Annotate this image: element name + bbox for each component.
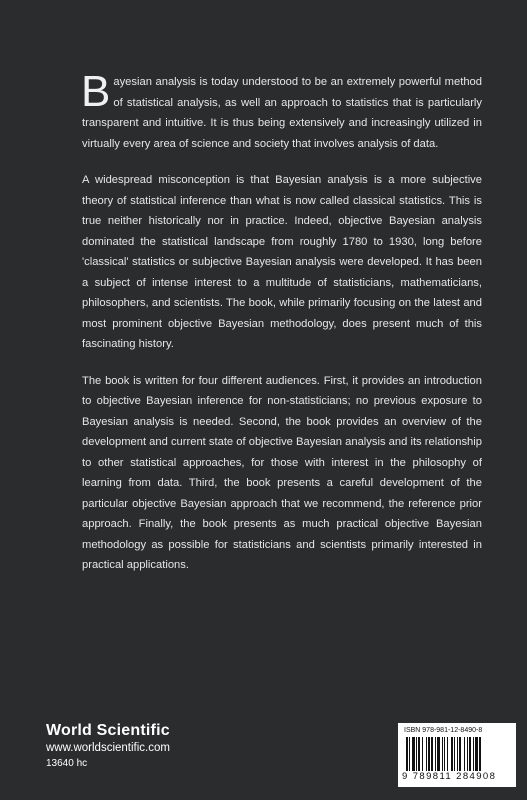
blurb-paragraph-3: The book is written for four different audiences. First, it provides an introduction to objective Bayesian inference for non-statisticians; no previous exposure to Bayesian analysis is needed. Second, the book provides an overview of the development and current state of objective Bayesian analysis and its relationship to other statistical approaches, for those with interest in the philosophy of learning from data. Third, the book presents a careful development of the particular objective Bayesian approach that we recommend, the reference prior approach. Finally, the book presents as much practical objective Bayesian methodology as possible for statisticians and scientists primarily interested in practical applications.	[82, 374, 482, 571]
publisher-block	[46, 721, 170, 771]
barcode-label	[398, 723, 516, 787]
blurb-text	[81, 67, 482, 592]
publisher-name: World Scientific	[46, 722, 170, 739]
drop-cap: B	[81, 67, 111, 116]
barcode-digits: 9 789811 284908	[402, 771, 497, 782]
blurb-paragraph-2: A widespread misconception is that Bayesian analysis is a more subjective theory of statistical inference than what is now called classical statistics. This is true neither historically nor in practice. Indeed, objective Bayesian analysis dominated the statistical landscape from roughly 1780 to 1930, long before 'classical' statistics or subjective Bayesian analysis were developed. It has been a subject of intense interest to a multitude of statisticians, mathematicians, philosophers, and scientists. The book, while primarily focusing on the latest and most prominent objective Bayesian methodology, does present much of this fascinating history.	[82, 174, 482, 350]
blurb-paragraph-1-text: ayesian analysis is today understood to be an extremely powerful method of statistical analysis, as well an approach to statistics that is particularly transparent and intuitive. It is thus being extensively and increasingly utilized in virtually every area of science and society that involves analysis of data.	[82, 76, 482, 150]
isbn-text: ISBN 978-981-12-8490-8	[404, 727, 483, 734]
barcode-bars	[406, 737, 508, 771]
product-code: 13640 hc	[46, 758, 88, 769]
blurb-paragraph-1	[81, 67, 482, 154]
publisher-url: www.worldscientific.com	[46, 742, 170, 754]
